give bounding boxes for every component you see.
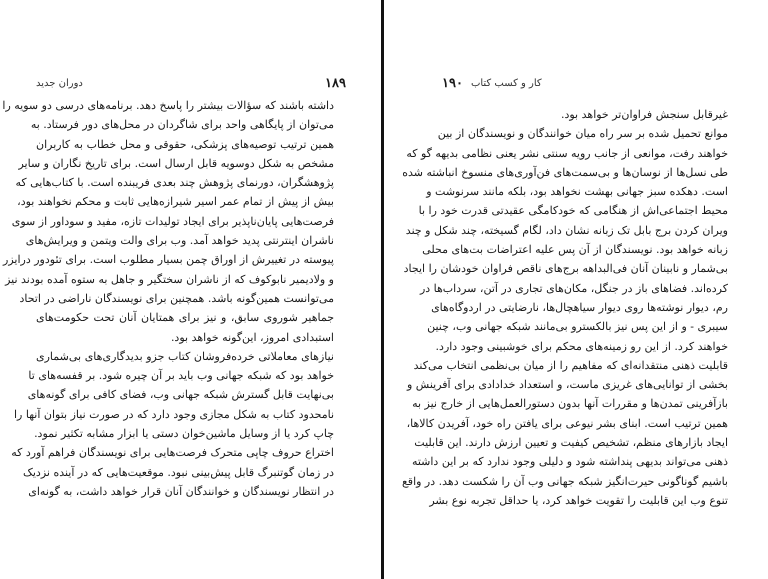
text-line: اختراع حروف چاپی متحرک فرصت‌هایی برای نویسندگان فراهم آورد که (11, 446, 334, 460)
text-line: رم، دیوار نوشته‌ها روی دیوار سیاهچال‌ها، نارضایتی در اردوگاه‌های (431, 300, 728, 314)
text-line: در انتظار نویسندگان و خوانندگان آنان قرار خواهد داشت، به گونه‌ای (28, 484, 334, 498)
text-line: می‌توانست همین‌گونه باشد. همچنین برای نویسندگان ناراضی در اتحاد (19, 291, 334, 305)
text-line: پیوسته در تغییرش از اوراق چمن بسیار مطلوب است. برای تئودور درایزر (3, 253, 334, 267)
text-line: بخشی از توانایی‌های غریزی ماست، و استعداد خدادادی برای آفرینش و (407, 378, 728, 392)
right-page-header (442, 74, 542, 92)
page-number: ۱۸۹ (325, 75, 346, 91)
page-number: ۱۹۰ (442, 75, 463, 91)
left-page-header (36, 74, 346, 92)
text-line: ذهنی می‌تواند بدیهی پنداشته شود و دلیلی وجود ندارد که بر این داشته (411, 455, 728, 469)
text-line: استبدادی امروز، این‌گونه خواهد بود. (170, 330, 334, 344)
text-line: همین ترتیب توصیه‌های پزشکی، حقوقی و محل خطاب به کاربران (36, 137, 334, 151)
left-page (0, 0, 381, 579)
paragraph (401, 356, 742, 510)
text-line: موانع تحمیل شده بر سر راه میان خوانندگان و نویسندگان از بین (437, 127, 728, 141)
text-line: بی‌نهایت قابل گسترش شبکه جهانی وب، فضای کافی برای گونه‌های (27, 388, 334, 402)
text-line: ناشران اینترنتی پدید خواهد آمد. وب برای والت ویتمن و ویرایش‌های (25, 234, 334, 248)
paragraph (2, 96, 348, 347)
paragraph (402, 124, 742, 356)
text-line: طی نسل‌ها از نوسان‌ها و بی‌سمت‌های فن‌آوری‌های منسوخ انباشته شده (402, 165, 728, 179)
text-line: می‌توان از پایگاهی واحد برای شاگردان در محل‌های دور فرستاد. به (30, 118, 334, 132)
right-page (384, 0, 768, 579)
text-line: مشخص به شکل دوسویه قابل ارسال است. برای تاریخ نگاران و سایر (18, 156, 334, 170)
text-line: باشیم گوناگونی حیرت‌انگیز شبکه جهانی وب آن را شکست دهد. در واقع (401, 474, 728, 488)
text-line: محیط اجتماعی‌اش از هنگامی که خودکامگی عقیدتی قدرت خود را با (418, 204, 728, 218)
text-line: چاپ کرد یا از وسایل ماشین‌خوان دستی یا ابزار مشابه تکثیر نمود. (34, 427, 334, 441)
text-line: خواهند کرد. از این رو زمینه‌های محکم برای خوشبینی وجود دارد. (435, 339, 728, 353)
text-line: همین ترتیب است. ابنای بشر نیوعی برای یافتن راه خود، آفریدن کالاها، (406, 416, 728, 430)
text-line: ویران کردن برج بابل تک زبانه نشان داد، لگام گسیخته، چند شکل و چند (405, 223, 728, 237)
text-line: در زمان گوتنبرگ قابل پیش‌بینی نبود. موقعیت‌هایی که در آینده نزدیک (23, 465, 334, 479)
text-line: خواهند رفت، موانعی از جانب رویه سنتی نشر یعنی نظامی بدیهه گو که (406, 146, 728, 160)
text-line: ایجاد بازارهای منظم، تشخیص کیفیت و تعیین ارزش دارند. این قابلیت (414, 436, 728, 450)
text-line: نامحدود کتاب به شکل مجازی وجود دارد که در صورت نیاز بتوان آنها را (14, 407, 334, 421)
running-head: دوران جدید (36, 77, 83, 89)
text-line: زبانه خواهد بود. نویسندگان از آن پس علیه اعتراضات بت‌های محلی (422, 243, 728, 257)
running-head: کار و کسب کتاب (470, 77, 542, 89)
text-line: داشته باشند که سؤالات بیشتر را پاسخ دهد. برنامه‌های درسی دو سویه را (2, 99, 334, 112)
text-line: بی‌شمار و نابینان آنان فی‌البداهه برج‌های ناقص فراوان خودشان را ایجاد (403, 262, 728, 276)
text-line: فرصت‌هایی پایان‌ناپذیر برای ایجاد تولیدات تازه، مفید و سوداور از سوی (11, 214, 334, 228)
right-page-body (401, 105, 742, 510)
text-line: قابلیت ذهنی منتقدانه‌ای که مفاهیم را از میان بی‌نظمی انتخاب می‌کند (413, 358, 728, 372)
text-line: نیازهای معاملاتی خرده‌فروشان کتاب جزو بدیدگاری‌های بی‌شماری (36, 349, 334, 363)
text-line: سیبری - و از این پس نیز بالکسترو بی‌مانند شبکه جهانی وب، چنین (427, 320, 728, 334)
text-line: بازآفرینی تمدن‌ها و مقررات آنها بدون دستورالعمل‌هایی از خارج نیز به (412, 397, 728, 411)
text-line: و ولادیمیر نابوکوف که از ناشران سختگیر و جاهل به ستوه آمده بودند نیز (5, 272, 334, 286)
text-line: تنوع وب این قابلیت را تقویت خواهد کرد، یا حداقل تجربه نوع بشر (429, 493, 728, 507)
text-line: کرده‌اند. فضاهای باز در جنگل، مکان‌های تجاری در آتن، سرداب‌ها در (419, 281, 728, 295)
text-line: بیش از پیش از تمام عمر اسیر شیرازه‌هایی ثابت و محکم نخواهند بود، (17, 195, 334, 209)
text-line: خواهد بود که شبکه جهانی وب باید بر آن چیره شود. بر قفسه‌های تا (28, 369, 334, 383)
paragraph (11, 347, 348, 501)
text-line: پژوهشگران، دورنمای پژوهش چند بعدی فریبنده است. با کتاب‌هایی که (15, 176, 334, 190)
paragraph (442, 105, 742, 124)
left-page-body (2, 96, 348, 501)
text-line: است. دهکده سبز جهانی بهشت نخواهد بود، بلکه مانند سرنوشت و (426, 185, 728, 199)
text-line: غیرقابل سنجش فراوان‌تر خواهد بود. (560, 108, 728, 121)
text-line: جماهیر شوروی سابق، و نیز برای همتایان آنان تحت حکومت‌های (36, 311, 334, 325)
